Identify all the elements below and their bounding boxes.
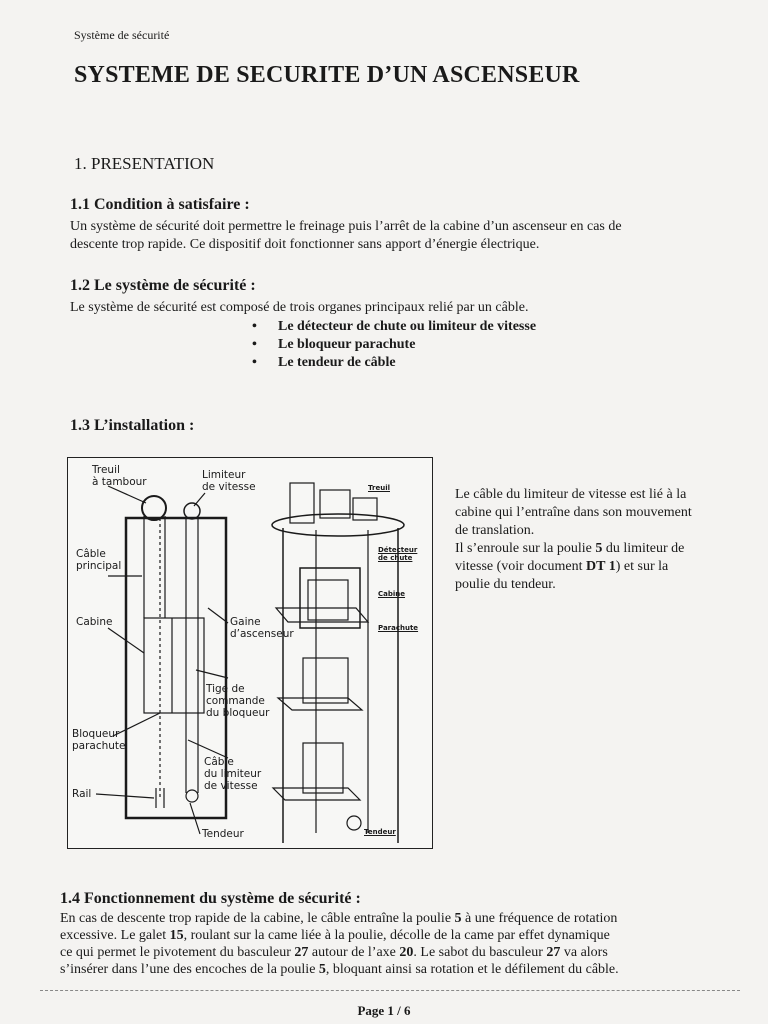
label-cable-principal xyxy=(76,548,121,572)
label-line: Bloqueur xyxy=(72,728,120,740)
installation-description xyxy=(455,486,745,594)
label-line: du limiteur xyxy=(204,768,262,780)
text-run: du limiteur de xyxy=(602,541,685,556)
page-title: SYSTEME DE SECURITE D’UN ASCENSEUR xyxy=(74,62,580,88)
label-line: à tambour xyxy=(92,476,147,488)
text-run: , roulant sur la came liée à la poulie, décolle de la came par effet dynamique xyxy=(183,928,610,943)
text-run: ce qui permet le pivotement du basculeur xyxy=(60,945,295,960)
label-tige xyxy=(206,683,269,719)
label-limiteur xyxy=(202,469,256,493)
label-3d-parachute: Parachute xyxy=(378,624,419,632)
label-cabine: Cabine xyxy=(76,616,113,628)
document-reference: DT 1 xyxy=(586,559,616,574)
label-tendeur: Tendeur xyxy=(202,828,244,840)
footer-divider xyxy=(40,990,740,991)
section-heading-1-3: 1.3 L’installation : xyxy=(70,417,195,434)
paragraph-line xyxy=(60,910,720,927)
section-heading-presentation: 1. PRESENTATION xyxy=(74,154,215,173)
tensioner-3d xyxy=(347,816,361,830)
part-number: 15 xyxy=(169,928,184,943)
label-line: Câble xyxy=(204,756,234,768)
part-number: 5 xyxy=(454,911,462,926)
landing-door xyxy=(303,658,348,703)
label-cable-limiteur xyxy=(204,756,261,792)
leader-line xyxy=(108,486,146,503)
paragraph-line xyxy=(60,927,720,944)
label-line: parachute xyxy=(72,740,126,752)
paragraph-line xyxy=(455,558,745,576)
label-line: Câble xyxy=(76,548,106,560)
leader-line xyxy=(196,670,228,678)
paragraph-1-4 xyxy=(60,910,720,978)
text-run: à une fréquence de rotation xyxy=(461,911,618,926)
list-item: • Le détecteur de chute ou limiteur de vitesse xyxy=(252,318,536,336)
label-3d-detecteur xyxy=(378,546,417,562)
text-run: va alors xyxy=(560,945,608,960)
label-line: Limiteur xyxy=(202,469,246,481)
label-line: Détecteur xyxy=(378,546,418,554)
text-run: ) et sur la xyxy=(615,559,669,574)
page-number: Page 1 / 6 xyxy=(357,1003,411,1018)
paragraph-line: Un système de sécurité doit permettre le freinage puis l’arrêt de la cabine d’un ascenseur en cas de xyxy=(70,219,622,234)
limiter-pulley xyxy=(184,503,200,519)
paragraph-line: cabine qui l’entraîne dans son mouvement xyxy=(455,505,692,520)
text-run: excessive. Le galet xyxy=(60,928,170,943)
label-gaine xyxy=(230,616,294,640)
label-3d-tendeur: Tendeur xyxy=(364,828,396,836)
text-run: Il s’enroule sur la poulie xyxy=(455,541,596,556)
label-line: de chute xyxy=(378,554,413,562)
paragraph-1-2 xyxy=(70,299,720,317)
paragraph-line: de translation. xyxy=(455,523,535,538)
label-line: Tige de xyxy=(206,683,245,695)
part-number: 27 xyxy=(294,945,309,960)
text-run: autour de l’axe xyxy=(308,945,400,960)
label-rail: Rail xyxy=(72,788,92,800)
list-item: • Le tendeur de câble xyxy=(252,354,536,372)
winch-drum xyxy=(142,496,166,520)
text-run: vitesse (voir document xyxy=(455,559,587,574)
section-heading-1-4: 1.4 Fonctionnement du système de sécurité : xyxy=(60,890,361,907)
landing-floor xyxy=(278,698,362,710)
label-line: du bloqueur xyxy=(206,707,270,719)
part-number: 27 xyxy=(546,945,561,960)
installation-figure xyxy=(67,457,433,849)
paragraph-line: descente trop rapide. Ce dispositif doit fonctionner sans apport d’énergie électrique. xyxy=(70,237,540,252)
label-line: commande xyxy=(206,695,265,707)
paragraph-line: Le câble du limiteur de vitesse est lié à la xyxy=(455,487,687,502)
label-line: Gaine xyxy=(230,616,261,628)
text-run: s’insérer dans l’une des encoches de la poulie xyxy=(60,962,319,977)
text-run: En cas de descente trop rapide de la cabine, le câble entraîne la poulie xyxy=(60,911,455,926)
label-line: d’ascenseur xyxy=(230,628,294,640)
paragraph-1-1 xyxy=(70,218,720,254)
label-line: de vitesse xyxy=(204,780,258,792)
label-line: principal xyxy=(76,560,122,572)
list-item: • Le bloqueur parachute xyxy=(252,336,536,354)
label-3d-cabine: Cabine xyxy=(378,590,406,598)
component-list xyxy=(252,318,536,372)
section-heading-1-1: 1.1 Condition à satisfaire : xyxy=(70,196,250,213)
label-treuil xyxy=(92,464,147,488)
leader-line xyxy=(194,493,205,506)
label-line: de vitesse xyxy=(202,481,256,493)
text-run: . Le sabot du basculeur xyxy=(413,945,547,960)
tensioner-pulley xyxy=(186,790,198,802)
cabin-3d xyxy=(300,568,360,628)
label-bloqueur xyxy=(72,728,126,752)
section-heading-1-2: 1.2 Le système de sécurité : xyxy=(70,277,256,294)
paragraph-line xyxy=(60,944,720,961)
cabin xyxy=(144,618,204,713)
part-number: 5 xyxy=(595,541,603,556)
paragraph-line: poulie du tendeur. xyxy=(455,577,556,592)
speed-limiter xyxy=(353,498,377,520)
document-header: Système de sécurité xyxy=(74,28,170,42)
label-3d-treuil: Treuil xyxy=(368,484,390,492)
landing-door xyxy=(303,743,343,793)
machine-room-floor xyxy=(272,514,404,536)
paragraph-line: Le système de sécurité est composé de trois organes principaux relié par un câble. xyxy=(70,300,529,315)
part-number: 5 xyxy=(318,962,326,977)
paragraph-line xyxy=(455,540,745,558)
part-number: 20 xyxy=(399,945,414,960)
label-line: Treuil xyxy=(92,464,120,476)
paragraph-line xyxy=(60,961,720,978)
text-run: , bloquant ainsi sa rotation et le défilement du câble. xyxy=(325,962,619,977)
